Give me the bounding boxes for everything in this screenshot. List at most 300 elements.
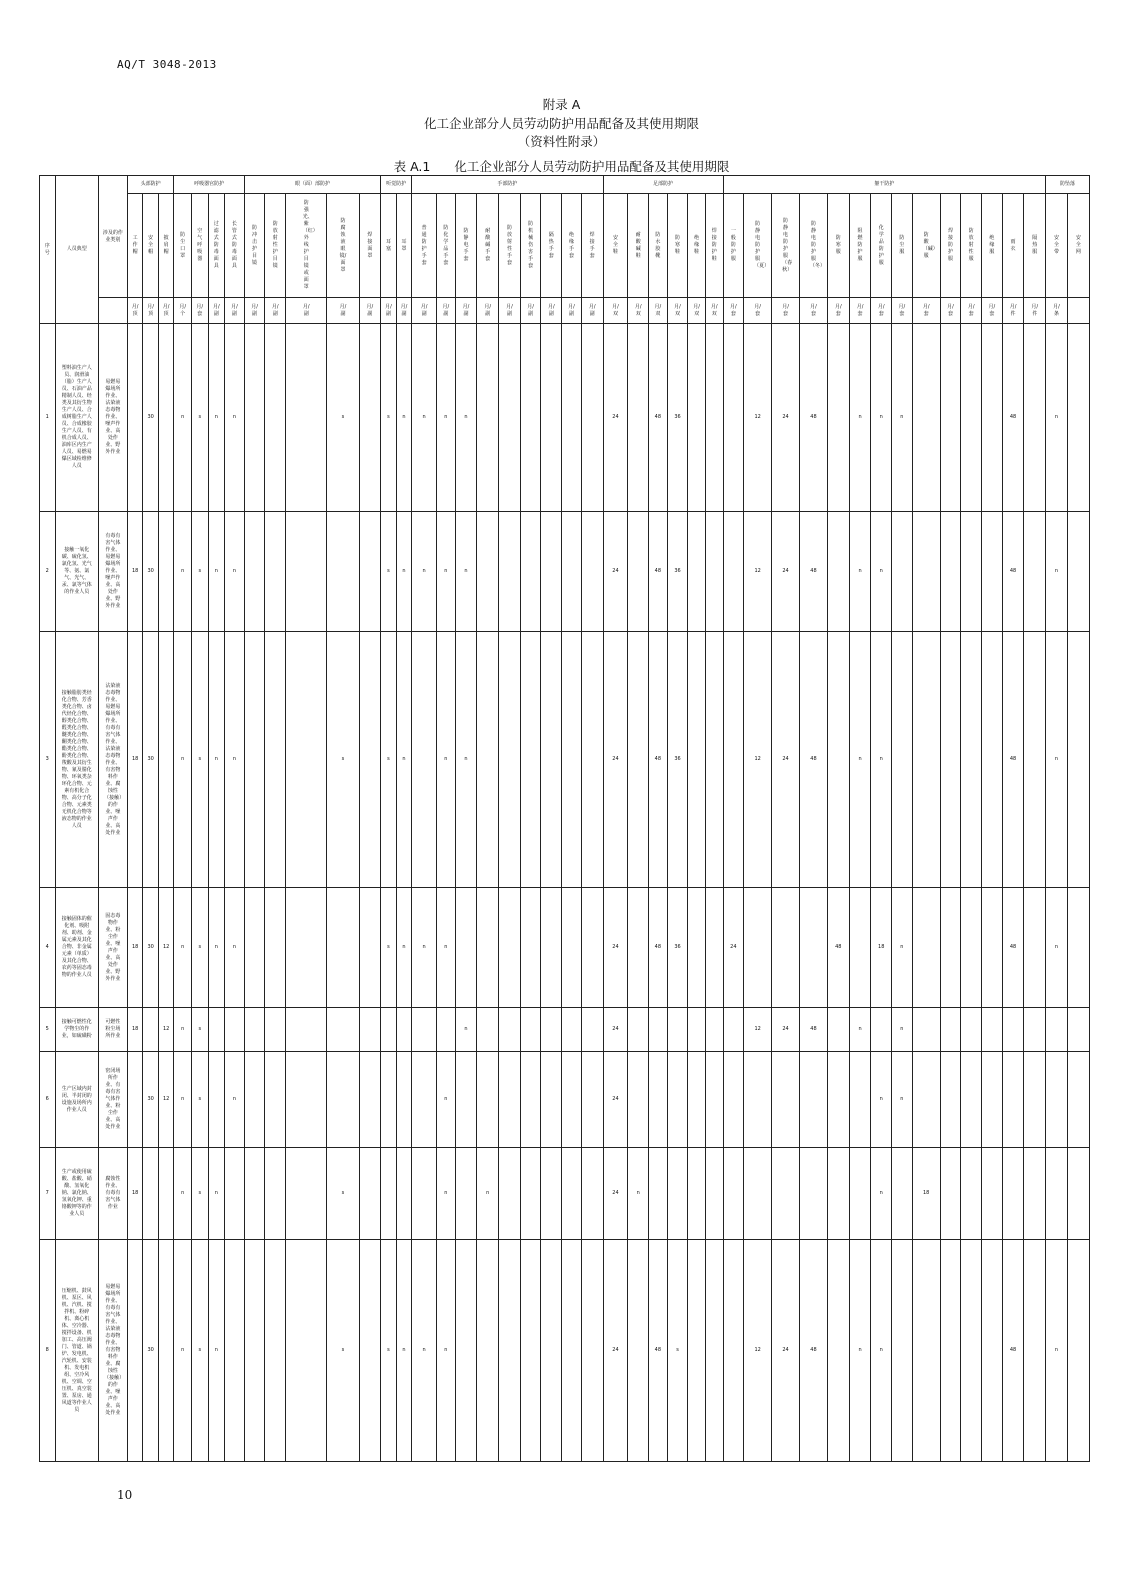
unit-cell: 月/套 [892, 298, 913, 324]
table-cell [244, 1008, 265, 1052]
column-header: 焊接面罩 [359, 194, 381, 298]
column-header: 防机械伤害手套 [520, 194, 541, 298]
table-cell [827, 1240, 849, 1462]
table-cell: s [327, 632, 359, 888]
unit-cell: 月/套 [871, 298, 892, 324]
column-header: 长管式防毒面具 [225, 194, 245, 298]
table-cell [581, 512, 603, 632]
table-cell [1002, 1008, 1024, 1052]
table-cell [499, 632, 521, 888]
table-cell [912, 888, 940, 1008]
table-cell: n [849, 1240, 871, 1462]
unit-cell: 月/副 [541, 298, 562, 324]
group-header: 头部防护 [127, 176, 174, 194]
table-cell: s [381, 512, 397, 632]
table-cell [772, 1148, 800, 1240]
table-cell [359, 324, 381, 512]
table-cell: 24 [603, 1148, 628, 1240]
table-cell: 48 [1002, 512, 1024, 632]
unit-cell: 月/副 [499, 298, 521, 324]
table-cell [723, 512, 744, 632]
table-cell [688, 888, 706, 1008]
column-header: 工作帽 [127, 194, 143, 298]
table-cell [412, 1008, 437, 1052]
row-zone: 易燃易爆场所作业、沾染液态毒物作业、噪声作业、高处作业、野外作业 [98, 324, 127, 512]
table-cell: 24 [603, 1052, 628, 1148]
row-person: 压缩机、鼓风机、泵区、风机、汽机、搅拌机、粉碎机、离心机体、空冷器、搅拌设备、机加工、高压阀门、管道、锅炉、发电机、汽轮机、安装机、发电机组、空冷风机、空调、空压机、真空装置、泵房、通风道等作业人员 [55, 1240, 98, 1462]
row-person: 生产或使用硫酸、盐酸、硝酸、氢氧化钠、氯化钠、氢氧化钾、重铬酸钾等的作业人员 [55, 1148, 98, 1240]
table-cell: n [1046, 324, 1068, 512]
table-cell [499, 1052, 521, 1148]
table-cell [286, 632, 327, 888]
table-cell: n [892, 1052, 913, 1148]
table-cell [396, 1148, 412, 1240]
table-cell [912, 1008, 940, 1052]
table-cell [412, 632, 437, 888]
table-cell [477, 512, 499, 632]
table-cell: n [208, 512, 225, 632]
table-cell [499, 888, 521, 1008]
table-cell: n [1046, 512, 1068, 632]
table-cell: n [174, 1008, 192, 1052]
unit-cell: 月/副 [225, 298, 245, 324]
table-cell [982, 512, 1003, 632]
table-cell: 12 [744, 324, 772, 512]
unit-cell: 月/套 [827, 298, 849, 324]
table-cell [581, 1008, 603, 1052]
table-cell [286, 512, 327, 632]
table-cell [1067, 1052, 1089, 1148]
table-cell [827, 324, 849, 512]
table-cell [667, 1052, 688, 1148]
table-cell [827, 1052, 849, 1148]
table-cell: n [871, 324, 892, 512]
table-cell [477, 1008, 499, 1052]
table-cell [912, 512, 940, 632]
table-cell [359, 1052, 381, 1148]
table-cell: n [455, 324, 477, 512]
table-cell [688, 632, 706, 888]
column-header: 焊接防护服 [940, 194, 961, 298]
table-cell: 48 [800, 324, 828, 512]
appendix-note: （资料性附录） [517, 134, 606, 149]
table-cell [499, 512, 521, 632]
table-cell: n [1046, 632, 1068, 888]
column-header: 防强光、紫（红）外线护目镜或面罩 [286, 194, 327, 298]
table-cell: n [1046, 888, 1068, 1008]
unit-cell: 月/副 [381, 298, 397, 324]
table-cell: 24 [603, 512, 628, 632]
table-cell [649, 1008, 668, 1052]
table-cell [581, 1240, 603, 1462]
table-cell [541, 512, 562, 632]
table-cell [723, 632, 744, 888]
unit-cell: 月/副 [208, 298, 225, 324]
unit-cell: 月/套 [723, 298, 744, 324]
table-cell [961, 512, 982, 632]
table-row [40, 324, 1090, 512]
column-header: 焊接防护鞋 [705, 194, 723, 298]
table-cell [265, 888, 286, 1008]
table-cell [562, 512, 582, 632]
table-cell [628, 632, 649, 888]
unit-cell: 月/套 [940, 298, 961, 324]
table-cell: 48 [1002, 324, 1024, 512]
unit-cell: 月/套 [982, 298, 1003, 324]
table-cell: 48 [800, 512, 828, 632]
table-cell: n [477, 1148, 499, 1240]
table-cell [499, 1148, 521, 1240]
table-cell [581, 632, 603, 888]
table-cell [827, 512, 849, 632]
table-cell [286, 1240, 327, 1462]
row-zone: 易燃易爆场所作业、有毒有害气体作业、沾染液态毒物作业、有害物料作业、腐蚀性（接触）的作业、噪声作业、高处作业 [98, 1240, 127, 1462]
table-cell [912, 324, 940, 512]
unit-cell: 月/套 [772, 298, 800, 324]
row-seq: 6 [40, 1052, 56, 1148]
table-cell [265, 1148, 286, 1240]
table-cell: 12 [744, 632, 772, 888]
table-cell: 24 [772, 324, 800, 512]
table-cell [1067, 632, 1089, 888]
unit-cell: 月/副 [396, 298, 412, 324]
table-cell: n [455, 512, 477, 632]
table-cell: n [208, 1148, 225, 1240]
row-zone: 腐蚀性作业、有毒有害气体作业 [98, 1148, 127, 1240]
group-header: 呼吸器官防护 [174, 176, 244, 194]
table-cell [541, 632, 562, 888]
person-header: 人员典型 [55, 176, 98, 324]
column-header: 防寒鞋 [667, 194, 688, 298]
table-cell [827, 1148, 849, 1240]
table-cell [359, 1008, 381, 1052]
table-cell [705, 1240, 723, 1462]
table-cell [359, 512, 381, 632]
table-cell: s [191, 1148, 208, 1240]
table-cell [244, 888, 265, 1008]
table-cell [455, 1052, 477, 1148]
table-cell: n [396, 512, 412, 632]
table-cell: n [174, 632, 192, 888]
column-header: 一般防护服 [723, 194, 744, 298]
table-cell: n [437, 1240, 456, 1462]
table-cell [208, 1008, 225, 1052]
column-header: 隔热服 [1024, 194, 1046, 298]
table-cell [982, 1240, 1003, 1462]
table-cell [1024, 1052, 1046, 1148]
table-cell [705, 512, 723, 632]
table-cell: 30 [143, 632, 159, 888]
table-cell: s [191, 888, 208, 1008]
table-row [40, 1148, 1090, 1240]
table-caption [0, 157, 1123, 175]
table-cell [520, 632, 541, 888]
table-cell: n [849, 512, 871, 632]
group-header: 手部防护 [412, 176, 603, 194]
table-cell: n [892, 888, 913, 1008]
table-cell [477, 1240, 499, 1462]
table-cell [649, 1052, 668, 1148]
table-cell [940, 324, 961, 512]
group-header: 防坠落 [1046, 176, 1090, 194]
table-cell [455, 1240, 477, 1462]
table-cell [520, 1052, 541, 1148]
table-row [40, 512, 1090, 632]
column-header: 防酸（碱）服 [912, 194, 940, 298]
table-cell [286, 1052, 327, 1148]
table-cell [520, 512, 541, 632]
table-cell [961, 1008, 982, 1052]
table-cell [744, 1148, 772, 1240]
table-cell [1024, 1008, 1046, 1052]
table-cell [982, 324, 1003, 512]
table-cell [158, 1148, 174, 1240]
table-cell [562, 1052, 582, 1148]
unit-cell: 月/套 [912, 298, 940, 324]
column-header: 防静电防护服（春秋） [772, 194, 800, 298]
unit-cell: 月/顶 [143, 298, 159, 324]
table-cell: n [208, 632, 225, 888]
column-header: 绝缘鞋 [688, 194, 706, 298]
unit-cell [1067, 298, 1089, 324]
table-cell [961, 1052, 982, 1148]
table-cell: n [225, 632, 245, 888]
table-cell: n [225, 512, 245, 632]
table-cell: n [174, 324, 192, 512]
table-cell [244, 1240, 265, 1462]
table-cell [225, 1008, 245, 1052]
table-cell: n [437, 324, 456, 512]
table-cell [244, 324, 265, 512]
column-header: 安全鞋 [603, 194, 628, 298]
table-cell [688, 1148, 706, 1240]
column-header: 安全帽 [143, 194, 159, 298]
table-cell [327, 1052, 359, 1148]
table-cell: 30 [143, 324, 159, 512]
table-cell: n [208, 888, 225, 1008]
table-cell [982, 1008, 1003, 1052]
table-cell [455, 1148, 477, 1240]
table-cell [327, 1008, 359, 1052]
table-cell [381, 1052, 397, 1148]
zone-header: 涉及的作业类别 [98, 176, 127, 298]
table-cell [541, 1148, 562, 1240]
table-cell: n [412, 1240, 437, 1462]
table-cell [265, 1052, 286, 1148]
table-cell: 36 [667, 888, 688, 1008]
table-cell: n [396, 324, 412, 512]
table-cell [912, 1052, 940, 1148]
table-cell: n [437, 888, 456, 1008]
table-cell: s [381, 888, 397, 1008]
table-cell: 24 [603, 324, 628, 512]
unit-cell: 月/个 [174, 298, 192, 324]
unit-cell: 月/双 [688, 298, 706, 324]
table-cell: 18 [127, 512, 143, 632]
table-cell [628, 888, 649, 1008]
row-seq: 3 [40, 632, 56, 888]
table-cell [628, 1052, 649, 1148]
table-cell: s [381, 1240, 397, 1462]
group-header: 听觉防护 [381, 176, 412, 194]
row-seq: 5 [40, 1008, 56, 1052]
table-cell [744, 1052, 772, 1148]
table-cell [359, 632, 381, 888]
table-cell: n [437, 512, 456, 632]
table-cell [581, 1052, 603, 1148]
table-cell [1024, 324, 1046, 512]
zone-unit-blank [98, 298, 127, 324]
column-header: 普通防护手套 [412, 194, 437, 298]
table-cell [541, 888, 562, 1008]
table-cell [562, 324, 582, 512]
table-cell: s [191, 632, 208, 888]
table-cell [359, 1240, 381, 1462]
table-cell [381, 1008, 397, 1052]
table-cell: 12 [744, 1240, 772, 1462]
table-cell: n [871, 512, 892, 632]
table-cell: 48 [649, 888, 668, 1008]
table-row [40, 632, 1090, 888]
table-cell: s [191, 1052, 208, 1148]
table-cell: s [191, 1008, 208, 1052]
table-cell: n [871, 632, 892, 888]
table-cell [286, 1148, 327, 1240]
table-cell: 18 [127, 1148, 143, 1240]
table-cell [649, 1148, 668, 1240]
table-cell: n [437, 632, 456, 888]
table-cell [127, 1052, 143, 1148]
row-person: 接触一氧化碳、硫化氢、氯化氢、光气等、氨、氯气、光气、汞、氯等气体的作业人员 [55, 512, 98, 632]
table-cell: n [174, 1148, 192, 1240]
table-cell [1002, 1148, 1024, 1240]
table-cell [381, 1148, 397, 1240]
table-cell [520, 888, 541, 1008]
table-cell [562, 1148, 582, 1240]
table-cell [520, 1008, 541, 1052]
table-cell: 48 [1002, 632, 1024, 888]
table-cell: s [191, 1240, 208, 1462]
table-cell: 18 [871, 888, 892, 1008]
table-cell [705, 632, 723, 888]
table-cell: n [174, 888, 192, 1008]
table-cell [520, 324, 541, 512]
table-cell [871, 1008, 892, 1052]
table-cell [961, 324, 982, 512]
table-cell [562, 632, 582, 888]
table-cell [581, 324, 603, 512]
table-cell: n [455, 632, 477, 888]
table-cell: 24 [603, 632, 628, 888]
unit-cell: 月/副 [581, 298, 603, 324]
table-cell [477, 324, 499, 512]
table-cell [940, 1008, 961, 1052]
table-cell [723, 1240, 744, 1462]
table-cell: n [396, 888, 412, 1008]
table-cell [265, 324, 286, 512]
row-zone: 有毒有害气体作业、易燃易爆场所作业、噪声作业、高处作业、野外作业 [98, 512, 127, 632]
table-cell: 48 [1002, 1240, 1024, 1462]
unit-cell: 月/套 [744, 298, 772, 324]
column-header: 防腐蚀液眼镜/面罩 [327, 194, 359, 298]
table-cell [1046, 1148, 1068, 1240]
table-cell: 48 [1002, 888, 1024, 1008]
column-header: 耐酸碱手套 [477, 194, 499, 298]
table-cell: s [191, 512, 208, 632]
column-header: 绝缘服 [982, 194, 1003, 298]
table-cell: 24 [603, 1008, 628, 1052]
table-cell [1024, 888, 1046, 1008]
table-cell: 48 [800, 1240, 828, 1462]
unit-row [40, 298, 1090, 324]
table-cell [286, 324, 327, 512]
table-cell: 48 [649, 632, 668, 888]
table-cell [477, 888, 499, 1008]
column-header: 防尘服 [892, 194, 913, 298]
table-cell [265, 1008, 286, 1052]
column-header: 防尘口罩 [174, 194, 192, 298]
table-cell: n [437, 1052, 456, 1148]
table-cell [359, 888, 381, 1008]
unit-cell: 月/双 [603, 298, 628, 324]
standard-number: AQ/T 3048-2013 [117, 58, 217, 71]
table-cell: n [396, 1240, 412, 1462]
column-header: 过滤式防毒面具 [208, 194, 225, 298]
table-cell [940, 1148, 961, 1240]
table-cell [286, 888, 327, 1008]
table-cell [1067, 888, 1089, 1008]
table-cell: n [849, 632, 871, 888]
table-cell [940, 632, 961, 888]
column-header: 防冲击护目镜 [244, 194, 265, 298]
unit-cell: 月/副 [477, 298, 499, 324]
table-cell: 24 [772, 1240, 800, 1462]
unit-cell: 月/套 [849, 298, 871, 324]
column-header: 防寒服 [827, 194, 849, 298]
column-header: 防水胶靴 [649, 194, 668, 298]
column-header: 防放射性服 [961, 194, 982, 298]
table-cell [499, 1240, 521, 1462]
unit-cell: 月/套 [800, 298, 828, 324]
table-cell: 36 [667, 324, 688, 512]
table-cell [1024, 632, 1046, 888]
unit-cell: 月/副 [265, 298, 286, 324]
table-cell [265, 512, 286, 632]
column-header: 绝缘手套 [562, 194, 582, 298]
column-header: 安全网 [1067, 194, 1089, 298]
unit-cell: 月/条 [1046, 298, 1068, 324]
table-cell [286, 1008, 327, 1052]
column-header: 防静电防护服（夏） [744, 194, 772, 298]
table-cell [628, 324, 649, 512]
table-cell: s [381, 324, 397, 512]
table-cell: 12 [158, 1052, 174, 1148]
table-cell [412, 1148, 437, 1240]
table-cell [961, 1240, 982, 1462]
unit-cell: 月/双 [649, 298, 668, 324]
table-cell [628, 512, 649, 632]
table-cell: 18 [127, 888, 143, 1008]
table-cell [437, 1008, 456, 1052]
table-row [40, 888, 1090, 1008]
table-cell: n [437, 1148, 456, 1240]
table-cell [520, 1240, 541, 1462]
ppe-table [39, 175, 1090, 1462]
table-cell [208, 1052, 225, 1148]
column-header: 耳塞 [381, 194, 397, 298]
column-header: 阻燃防护服 [849, 194, 871, 298]
table-cell [705, 1008, 723, 1052]
